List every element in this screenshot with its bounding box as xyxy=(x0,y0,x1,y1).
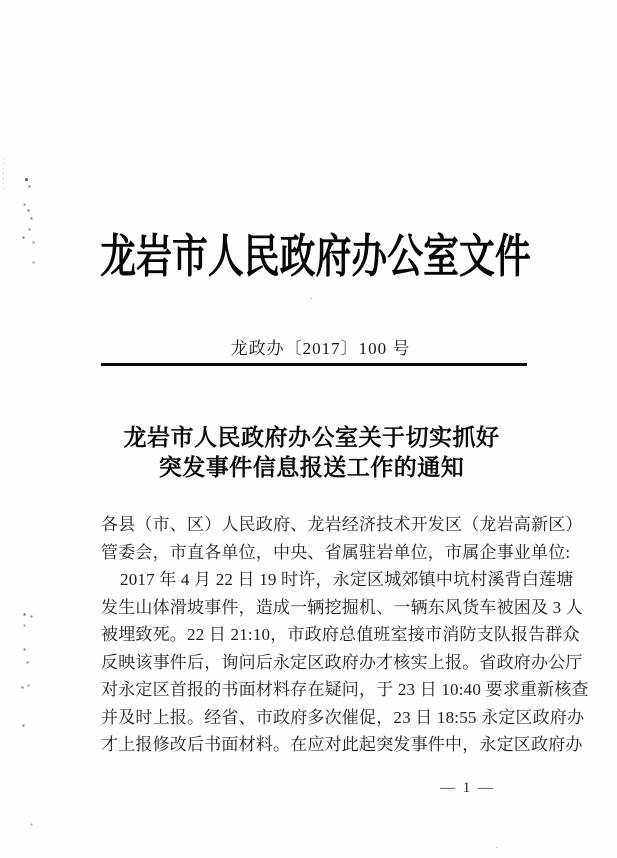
recipients-line: 各县（市、区）人民政府、龙岩经济技术开发区（龙岩高新区） xyxy=(101,515,583,534)
body-line: 对永定区首报的书面材料存在疑问，于 23 日 10:40 要求重新核查 xyxy=(101,680,589,699)
body-line: 被埋致死。22 日 21:10，市政府总值班室接市消防支队报告群众 xyxy=(101,625,580,644)
body-line: 反映该事件后，询问后永定区政府办才核实上报。省政府办公厅 xyxy=(101,652,583,672)
body-line: 2017 年 4 月 22 日 19 时许，永定区城郊镇中坑村溪背白莲塘 xyxy=(120,570,574,589)
scan-edge-artifact xyxy=(3,158,4,192)
letterhead-divider-rule xyxy=(101,363,527,366)
notice-title xyxy=(3,423,617,483)
notice-title-line1: 龙岩市人民政府办公室关于切实抓好 xyxy=(123,425,500,450)
scan-noise-specks xyxy=(25,178,28,181)
body-line: 发生山体滑坡事件，造成一辆挖掘机、一辆东风货车被困及 3 人 xyxy=(101,597,583,617)
recipients-line: 管委会，市直各单位，中央、省属驻岩单位，市属企事业单位: xyxy=(101,542,571,562)
body-line: 并及时上报。经省、市政府多次催促，23 日 18:55 永定区政府办 xyxy=(101,707,585,727)
document-body xyxy=(101,511,589,759)
body-line: 才上报修改后书面材料。在应对此起突发事件中，永定区政府办 xyxy=(101,735,583,754)
government-letterhead-title: 龙岩市人民政府办公室文件 xyxy=(100,231,531,282)
notice-title-line2: 突发事件信息报送工作的通知 xyxy=(158,455,465,480)
page-number: — 1 — xyxy=(440,780,495,796)
document-reference-number: 龙政办〔2017〕100 号 xyxy=(230,339,411,358)
